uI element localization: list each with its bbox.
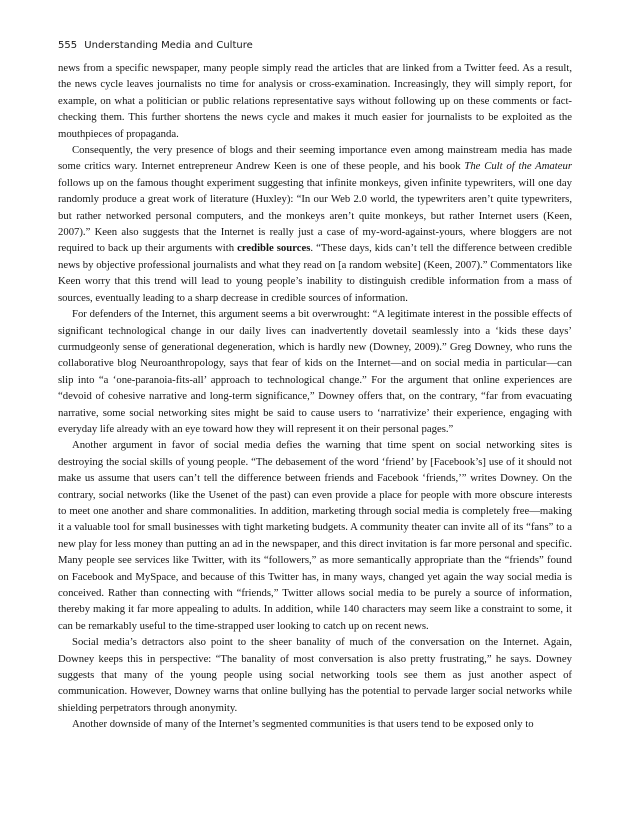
text-run: . “These days, kids can’t tell the difference between credible news by objective professional journalists and what they read on [a random website] (Keen, 2007).” Commentators like Keen worry that this trend will lead to young people’s inability to distinguish credible information from a mass of sources, eventually leading to a sharp decrease in credible sources of information. — [58, 242, 572, 304]
text-run: Social media’s detractors also point to the sheer banality of much of the conversation on the Internet. Again, Downey keeps this in perspective: “The banality of most conversation is also pretty frustrating,” he says. Downey suggests that many of the young people using social networking tools see them as just another aspect of communication. However, Downey warns that online bullying has the potential to pervade larger social networks while shielding perpetrators through anonymity. — [58, 636, 572, 714]
key-term: credible sources — [237, 242, 311, 255]
text-run: Consequently, the very presence of blogs and their seeming importance even among mainstream media has made some critics wary. Internet entrepreneur Andrew Keen is one of these people, and his book — [58, 144, 572, 173]
text-run: For defenders of the Internet, this argument seems a bit overwrought: “A legitimate interest in the possible effects of significant technological change in our daily lives can inadvertently dovetail seamlessly into a ‘kids these days’ curmudgeonly sense of generational degeneration, which is hardly new (Downey, 2009).” Greg Downey, who runs the collaborative blog Neuroanthropology, says that fear of kids on the Internet—and on social media in particular—can slip into “a ‘one-paranoia-fits-all’ approach to technological change.” For the argument that online experiences are “devoid of cohesive narrative and long-term significance,” Downey offers that, on the contrary, “far from evacuating narrative, some social networking sites might be said to cause users to ‘narrativize’ their experience, engaging with everyday life already with an eye toward how they will represent it on their personal pages.” — [58, 308, 572, 435]
paragraph-1 — [58, 60, 572, 142]
book-title-italic: The Cult of the Amateur — [464, 160, 572, 173]
text-run: Another downside of many of the Internet’s segmented communities is that users tend to be exposed only to — [72, 718, 534, 731]
page-number: 555 — [58, 40, 78, 51]
book-title: Understanding Media and Culture — [84, 40, 253, 51]
text-run: news from a specific newspaper, many people simply read the articles that are linked from a Twitter feed. As a result, the news cycle leaves journalists no time for analysis or cross-examination. Increasingly, they will simply report, for example, on what a politician or public relations representative says without following up on these comments or fact-checking them. This further shortens the news cycle and makes it much easier for journalists to be exploited as the mouthpieces of propaganda. — [58, 62, 572, 140]
paragraph-3 — [58, 306, 572, 437]
paragraph-2 — [58, 142, 572, 306]
text-run: follows up on the famous thought experiment suggesting that infinite monkeys, given infinite typewriters, will one day randomly produce a great work of literature (Huxley): “In our Web 2.0 world, the typewriters aren’t quite typewriters, but rather networked personal computers, and the monkeys aren’t quite monkeys, but rather Internet users (Keen, 2007).” Keen also suggests that the Internet is really just a case of my-word-against-yours, where bloggers are not required to back up their arguments with — [58, 176, 572, 255]
paragraph-4 — [58, 437, 572, 634]
running-header — [58, 40, 253, 51]
body-text — [58, 60, 572, 733]
text-run: Another argument in favor of social media defies the warning that time spent on social networking sites is destroying the social skills of young people. “The debasement of the word ‘friend’ by [Facebook’s] use of it should not make us assume that users can’t tell the difference between friends and Facebook ‘friends,’” writes Downey. On the contrary, social networks (like the Usenet of the past) can even provide a place for people with more obscure interests to meet one another and share commonalities. In addition, marketing through social media is completely free—making it a valuable tool for small businesses with tight marketing budgets. A community theater can invite all of its “fans” to a new play for less money than putting an ad in the newspaper, and this direct invitation is far more personal and specific. Many people see services like Twitter, with its “followers,” as more semantically appropriate than the “friends” found on Facebook and MySpace, and because of this Twitter has, in many ways, changed yet again the way social media is conceived. Rather than connecting with “friends,” Twitter allows social media to be purely a source of information, thereby making it far more appealing to adults. In addition, while 140 characters may seem like a constraint to some, it can be remarkably useful to the time-strapped user looking to catch up on recent news. — [58, 439, 572, 632]
paragraph-6 — [58, 716, 572, 732]
paragraph-5 — [58, 634, 572, 716]
